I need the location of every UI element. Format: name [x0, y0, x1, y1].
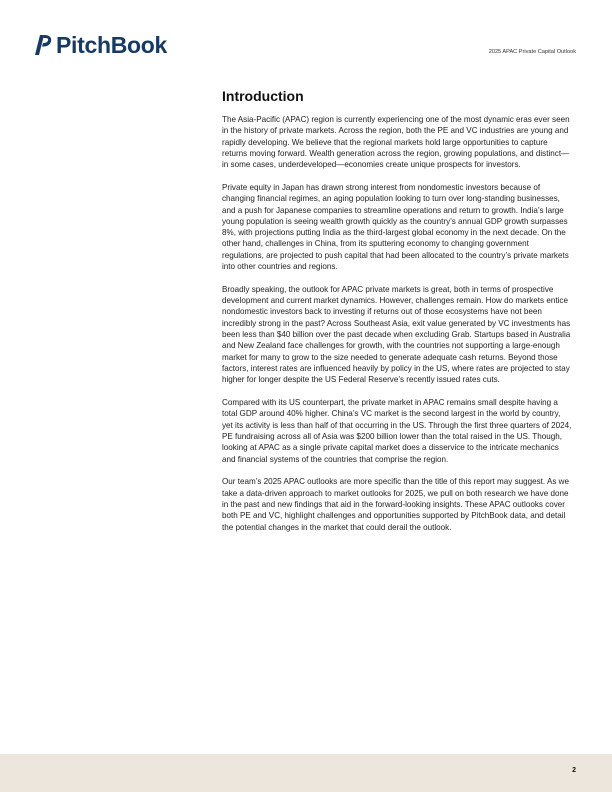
- paragraph: Broadly speaking, the outlook for APAC private markets is great, both in terms of prospective development and current market dynamics. However, challenges remain. How do markets entice nondomestic investors back to investing if returns out of those ecosystems have not been incredibly strong in the past? Across Southeast Asia, exit value generated by VC investments has been less than $40 billion over the past decade when excluding Grab. Startups based in Australia and New Zealand face challenges for growth, with the countries not supporting a large-enough market for many to grow to the size needed to generate adequate cash returns. Beyond those factors, interest rates are influenced heavily by policy in the US, where rates are projected to stay higher for longer despite the US Federal Reserve’s recently issued rates cuts.: [222, 284, 571, 385]
- brand-name: PitchBook: [56, 32, 168, 58]
- report-title: 2025 APAC Private Capital Outlook: [488, 49, 576, 55]
- paragraph: Our team’s 2025 APAC outlooks are more specific than the title of this report may suggest. As we take a data-driven approach to market outlooks for 2025, we pull on both research we have done in the past and new findings that aid in the forward-looking insights. These APAC outlooks cover both PE and VC, highlight challenges and opportunities supported by PitchBook data, and detail the potential changes in the market that could derail the outlook.: [222, 477, 570, 532]
- paragraph: Compared with its US counterpart, the private market in APAC remains small despite having a total GDP around 40% higher. China’s VC market is the second largest in the world by country, yet its activity is less than half of that occurring in the US. Through the first three quarters of 2024, PE fundraising across all of Asia was $200 billion lower than the total raised in the US. Though, looking at APAC as a single private capital market does a disservice to the intricate mechanics and financial systems of the countries that comprise the region.: [222, 398, 572, 464]
- page-number: 2: [572, 767, 576, 774]
- paragraph: The Asia-Pacific (APAC) region is currently experiencing one of the most dynamic eras ever seen in the history of private markets. Across the region, both the PE and VC industries are young and rapidly developing. We believe that the regional markets hold large opportunities to capture returns moving forward. Wealth generation across the region, growing populations, and distinct—in some cases, underdeveloped—economies create unique prospects for investors.: [222, 115, 570, 170]
- paragraph: Private equity in Japan has drawn strong interest from nondomestic investors because of changing financial regimes, an aging population looking to turn over long-standing businesses, and a push for Japanese companies to streamline operations and return to growth. India’s large young population is seeing wealth growth quickly as the country’s annual GDP growth surpasses 8%, with projections putting India as the third-largest global economy in the next decade. On the other hand, challenges in China, from its sputtering economy to changing government regulations, are projected to push capital that had been allocated to the country’s private markets into other countries and regions.: [222, 182, 569, 272]
- pitchbook-logo-icon: [33, 33, 53, 57]
- article-body: [222, 88, 572, 544]
- pitchbook-logo: [33, 33, 167, 57]
- page-footer: [0, 754, 612, 792]
- section-title: Introduction: [222, 88, 304, 104]
